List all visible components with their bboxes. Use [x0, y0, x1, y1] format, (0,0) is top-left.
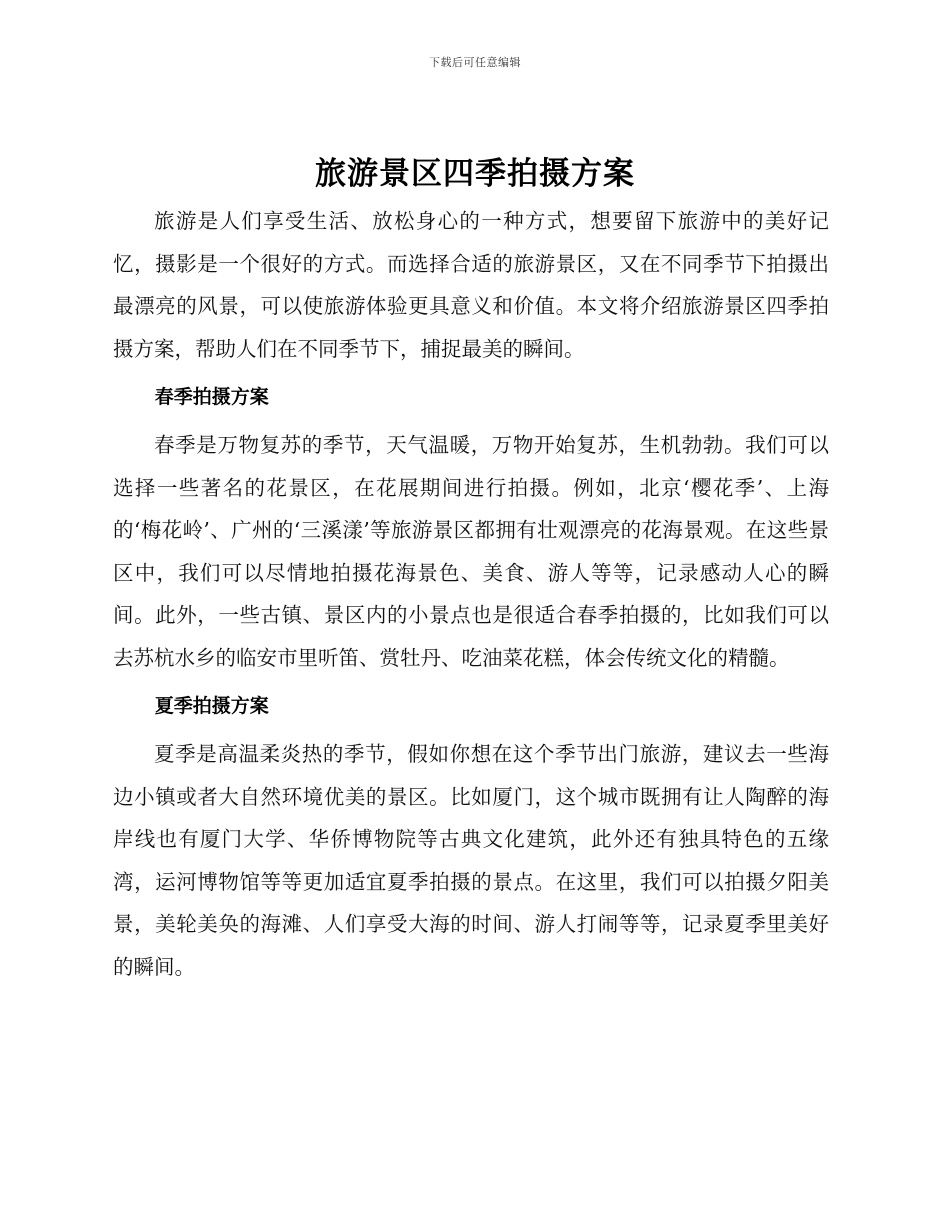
section-heading-summer: 夏季拍摄方案: [154, 695, 269, 717]
document-body: [113, 200, 829, 988]
header-note: 下载后可任意编辑: [429, 56, 521, 69]
page-title: 旅游景区四季拍摄方案: [315, 156, 635, 192]
section-body-spring: 春季是万物复苏的季节，天气温暖，万物开始复苏，生机勃勃。我们可以选择一些著名的花景区，在花展期间进行拍摄。例如，北京‘樱花季’、上海的‘梅花岭’、广州的‘三溪漾’等旅游景区都拥有壮观漂亮的花海景观。在这些景区中，我们可以尽情地拍摄花海景色、美食、游人等等，记录感动人心的瞬间。此外，一些古镇、景区内的小景点也是很适合春季拍摄的，比如我们可以去苏杭水乡的临安市里听笛、赏牡丹、吃油菜花糕，体会传统文化的精髓。: [113, 433, 829, 670]
intro-paragraph: 旅游是人们享受生活、放松身心的一种方式，想要留下旅游中的美好记忆，摄影是一个很好的方式。而选择合适的旅游景区，又在不同季节下拍摄出最漂亮的风景，可以使旅游体验更具意义和价值。本文将介绍旅游景区四季拍摄方案，帮助人们在不同季节下，捕捉最美的瞬间。: [113, 209, 829, 361]
section-heading-spring: 春季拍摄方案: [154, 386, 269, 408]
section-body-summer: 夏季是高温柔炎热的季节，假如你想在这个季节出门旅游，建议去一些海边小镇或者大自然环境优美的景区。比如厦门，这个城市既拥有让人陶醉的海岸线也有厦门大学、华侨博物院等古典文化建筑，此外还有独具特色的五缘湾，运河博物馆等等更加适宜夏季拍摄的景点。在这里，我们可以拍摄夕阳美景，美轮美奂的海滩、人们享受大海的时间、游人打闹等等，记录夏季里美好的瞬间。: [113, 742, 829, 979]
